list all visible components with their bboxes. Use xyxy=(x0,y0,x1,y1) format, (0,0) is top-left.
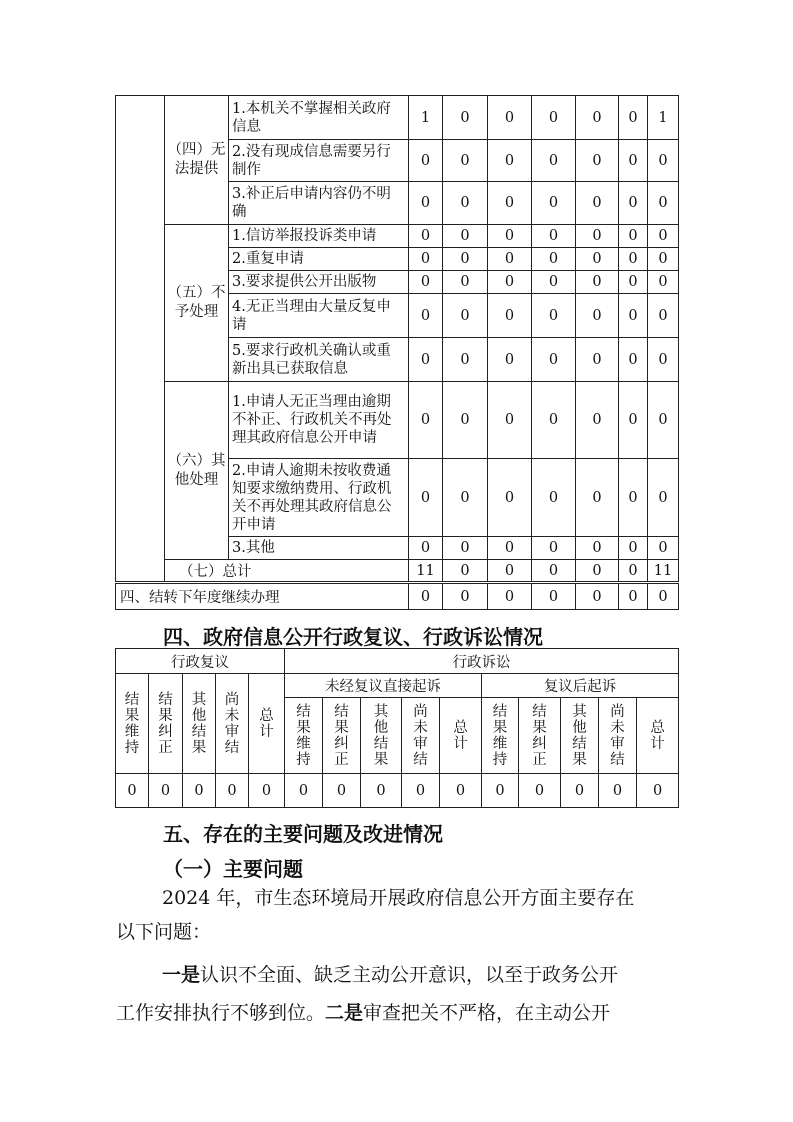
row-label: 1.本机关不掌握相关政府信息 xyxy=(229,96,409,140)
cell-value: 0 xyxy=(576,225,619,248)
cell-value: 0 xyxy=(409,182,443,225)
cell-value: 0 xyxy=(532,338,576,382)
cell-value: 0 xyxy=(648,382,679,459)
cell-value: 0 xyxy=(576,537,619,560)
cell-value: 0 xyxy=(488,459,532,537)
cell-value: 0 xyxy=(637,774,679,808)
col-header-text: 结 果 纠 正 xyxy=(532,703,547,768)
section5-heading: 五、存在的主要问题及改进情况 xyxy=(163,822,443,846)
cell-value: 0 xyxy=(488,560,532,582)
cell-value: 0 xyxy=(409,537,443,560)
cell-value: 0 xyxy=(409,294,443,338)
cell-value: 0 xyxy=(619,537,648,560)
cell-value: 0 xyxy=(216,774,249,808)
cell-value: 0 xyxy=(488,537,532,560)
cell-value: 0 xyxy=(648,140,679,182)
cell-value: 0 xyxy=(619,338,648,382)
col-header-text: 尚 未 审 结 xyxy=(610,703,625,768)
col-header-maintained xyxy=(482,698,519,774)
cell-value: 0 xyxy=(576,294,619,338)
row-label: 3.补正后申请内容仍不明确 xyxy=(229,182,409,225)
cell-value: 1 xyxy=(409,96,443,140)
cell-value: 0 xyxy=(532,382,576,459)
cell-value: 11 xyxy=(409,560,443,582)
cell-value: 0 xyxy=(488,225,532,248)
col-header-pending xyxy=(402,698,440,774)
cell-value: 0 xyxy=(648,294,679,338)
row-label: 2.重复申请 xyxy=(229,248,409,271)
carry-over-label: 四、结转下年度继续办理 xyxy=(116,584,409,610)
cell-value: 0 xyxy=(482,774,519,808)
cell-value: 0 xyxy=(440,774,482,808)
cell-value: 0 xyxy=(443,459,488,537)
cell-value: 0 xyxy=(619,560,648,582)
subsection1-heading: （一）主要问题 xyxy=(163,857,303,881)
cell-value: 0 xyxy=(532,182,576,225)
carry-over-table xyxy=(115,583,679,610)
cell-value: 0 xyxy=(576,182,619,225)
cell-value: 0 xyxy=(443,271,488,294)
cell-value: 0 xyxy=(488,338,532,382)
col-header-other xyxy=(361,698,402,774)
cell-value: 0 xyxy=(619,182,648,225)
cell-value: 0 xyxy=(443,584,488,610)
cell-value: 0 xyxy=(443,537,488,560)
cell-value: 0 xyxy=(488,140,532,182)
cell-value: 0 xyxy=(648,537,679,560)
cell-value: 0 xyxy=(361,774,402,808)
cell-value: 0 xyxy=(409,271,443,294)
after-review-header: 复议后起诉 xyxy=(482,674,679,698)
cell-value: 0 xyxy=(576,560,619,582)
cell-value: 0 xyxy=(648,271,679,294)
row-label: 3.要求提供公开出版物 xyxy=(229,271,409,294)
cell-value: 0 xyxy=(443,382,488,459)
admin-review-header: 行政复议 xyxy=(116,649,285,674)
col-header-corrected xyxy=(519,698,561,774)
cell-value: 0 xyxy=(116,774,149,808)
cell-value: 0 xyxy=(488,96,532,140)
row-label: 5.要求行政机关确认或重新出具已获取信息 xyxy=(229,338,409,382)
group-label-not-processed: （五）不予处理 xyxy=(165,225,229,382)
col-header-corrected xyxy=(149,674,183,774)
col-header-text: 结 果 维 持 xyxy=(124,691,140,756)
cell-value: 0 xyxy=(532,584,576,610)
cell-value: 0 xyxy=(532,96,576,140)
cell-value: 0 xyxy=(576,459,619,537)
cell-value: 0 xyxy=(443,294,488,338)
col-header-pending xyxy=(599,698,637,774)
cell-value: 0 xyxy=(619,584,648,610)
cell-value: 0 xyxy=(409,382,443,459)
cell-value: 0 xyxy=(576,140,619,182)
paragraph-1-line-1: 2024 年，市生态环境局开展政府信息公开方面主要存在 xyxy=(162,887,635,909)
col-header-other xyxy=(183,674,216,774)
cell-value: 0 xyxy=(409,459,443,537)
cell-value: 0 xyxy=(409,338,443,382)
cell-value: 0 xyxy=(402,774,440,808)
review-litigation-table xyxy=(115,648,679,808)
col-header-maintained xyxy=(116,674,149,774)
cell-value: 0 xyxy=(532,294,576,338)
col-header-text: 其 他 结 果 xyxy=(373,703,389,768)
row-label: 2.没有现成信息需要另行制作 xyxy=(229,140,409,182)
cell-value: 0 xyxy=(488,248,532,271)
total-row-label: （七）总计 xyxy=(165,560,409,582)
cell-value: 0 xyxy=(183,774,216,808)
col-header-total xyxy=(637,698,679,774)
row-label: 4.无正当理由大量反复申请 xyxy=(229,294,409,338)
cell-value: 0 xyxy=(619,271,648,294)
group-label-other-processing: （六）其他处理 xyxy=(165,382,229,560)
cell-value: 0 xyxy=(249,774,285,808)
cell-value: 0 xyxy=(619,459,648,537)
emphasis-second: 二是 xyxy=(325,1002,364,1024)
col-header-corrected xyxy=(323,698,361,774)
col-header-text: 总 计 xyxy=(453,719,468,752)
paragraph-1-line-2: 以下问题： xyxy=(116,921,212,943)
row-label: 2.申请人逾期未按收费通知要求缴纳费用、行政机关不再处理其政府信息公开申请 xyxy=(229,459,409,537)
cell-value: 0 xyxy=(648,459,679,537)
cell-value: 0 xyxy=(576,382,619,459)
row-label: 1.申请人无正当理由逾期不补正、行政机关不再处理其政府信息公开申请 xyxy=(229,382,409,459)
col-header-text: 结 果 纠 正 xyxy=(334,703,349,768)
cell-value: 0 xyxy=(409,248,443,271)
cell-value: 0 xyxy=(443,560,488,582)
row-label: 1.信访举报投诉类申请 xyxy=(229,225,409,248)
cell-value: 0 xyxy=(648,584,679,610)
cell-value: 0 xyxy=(576,584,619,610)
cell-value: 0 xyxy=(648,182,679,225)
col-header-text: 结 果 维 持 xyxy=(296,703,311,768)
col-header-text: 其 他 结 果 xyxy=(191,691,207,756)
cell-value: 0 xyxy=(619,225,648,248)
cell-value: 0 xyxy=(532,271,576,294)
cell-value: 0 xyxy=(619,382,648,459)
cell-value: 0 xyxy=(409,225,443,248)
col-header-text: 其 他 结 果 xyxy=(572,703,587,768)
cell-value: 0 xyxy=(648,225,679,248)
col-header-text: 总 计 xyxy=(259,707,274,740)
col-header-text: 尚 未 审 结 xyxy=(224,691,240,756)
cell-value: 11 xyxy=(648,560,679,582)
row-label: 3.其他 xyxy=(229,537,409,560)
emphasis-first: 一是 xyxy=(162,964,201,986)
cell-value: 0 xyxy=(576,96,619,140)
cell-value: 0 xyxy=(443,338,488,382)
cell-value: 0 xyxy=(576,248,619,271)
cell-value: 0 xyxy=(323,774,361,808)
cell-value: 0 xyxy=(488,182,532,225)
col-header-text: 尚 未 审 结 xyxy=(413,703,428,768)
cell-value: 0 xyxy=(488,584,532,610)
cell-value: 1 xyxy=(648,96,679,140)
cell-value: 0 xyxy=(648,338,679,382)
cell-value: 0 xyxy=(576,338,619,382)
cell-value: 0 xyxy=(409,584,443,610)
cell-value: 0 xyxy=(576,271,619,294)
paragraph-2-text: 工作安排执行不够到位。 xyxy=(116,1002,326,1024)
cell-value: 0 xyxy=(532,225,576,248)
cell-value: 0 xyxy=(488,294,532,338)
col-header-text: 结 果 维 持 xyxy=(492,703,508,768)
cell-value: 0 xyxy=(532,537,576,560)
cell-value: 0 xyxy=(532,560,576,582)
cell-value: 0 xyxy=(619,96,648,140)
cell-value: 0 xyxy=(285,774,323,808)
col-header-maintained xyxy=(285,698,323,774)
cell-value: 0 xyxy=(409,140,443,182)
cell-value: 0 xyxy=(619,140,648,182)
cell-value: 0 xyxy=(443,140,488,182)
paragraph-2-line-2 xyxy=(116,996,676,1030)
cell-value: 0 xyxy=(532,140,576,182)
cell-value: 0 xyxy=(532,459,576,537)
col-header-pending xyxy=(216,674,249,774)
cell-value: 0 xyxy=(443,248,488,271)
col-header-total xyxy=(249,674,285,774)
cell-value: 0 xyxy=(443,182,488,225)
col-header-total xyxy=(440,698,482,774)
col-header-other xyxy=(561,698,599,774)
cell-value: 0 xyxy=(532,248,576,271)
paragraph-2-text: 审查把关不严格，在主动公开 xyxy=(363,1002,611,1024)
section4-heading: 四、政府信息公开行政复议、行政诉讼情况 xyxy=(163,625,543,649)
outer-blank-cell xyxy=(116,96,165,582)
cell-value: 0 xyxy=(443,96,488,140)
cell-value: 0 xyxy=(599,774,637,808)
col-header-text: 结 果 纠 正 xyxy=(158,691,173,756)
cell-value: 0 xyxy=(443,225,488,248)
cell-value: 0 xyxy=(488,382,532,459)
paragraph-2-line-1 xyxy=(116,958,676,992)
cell-value: 0 xyxy=(648,248,679,271)
disposal-table xyxy=(115,95,679,582)
direct-suit-header: 未经复议直接起诉 xyxy=(285,674,482,698)
cell-value: 0 xyxy=(561,774,599,808)
cell-value: 0 xyxy=(519,774,561,808)
col-header-text: 总 计 xyxy=(650,719,665,752)
cell-value: 0 xyxy=(488,271,532,294)
admin-litigation-header: 行政诉讼 xyxy=(285,649,679,674)
cell-value: 0 xyxy=(149,774,183,808)
cell-value: 0 xyxy=(619,294,648,338)
group-label-cannot-provide: （四）无法提供 xyxy=(165,96,229,225)
cell-value: 0 xyxy=(619,248,648,271)
paragraph-2-text: 认识不全面、缺乏主动公开意识，以至于政务公开 xyxy=(200,964,619,986)
